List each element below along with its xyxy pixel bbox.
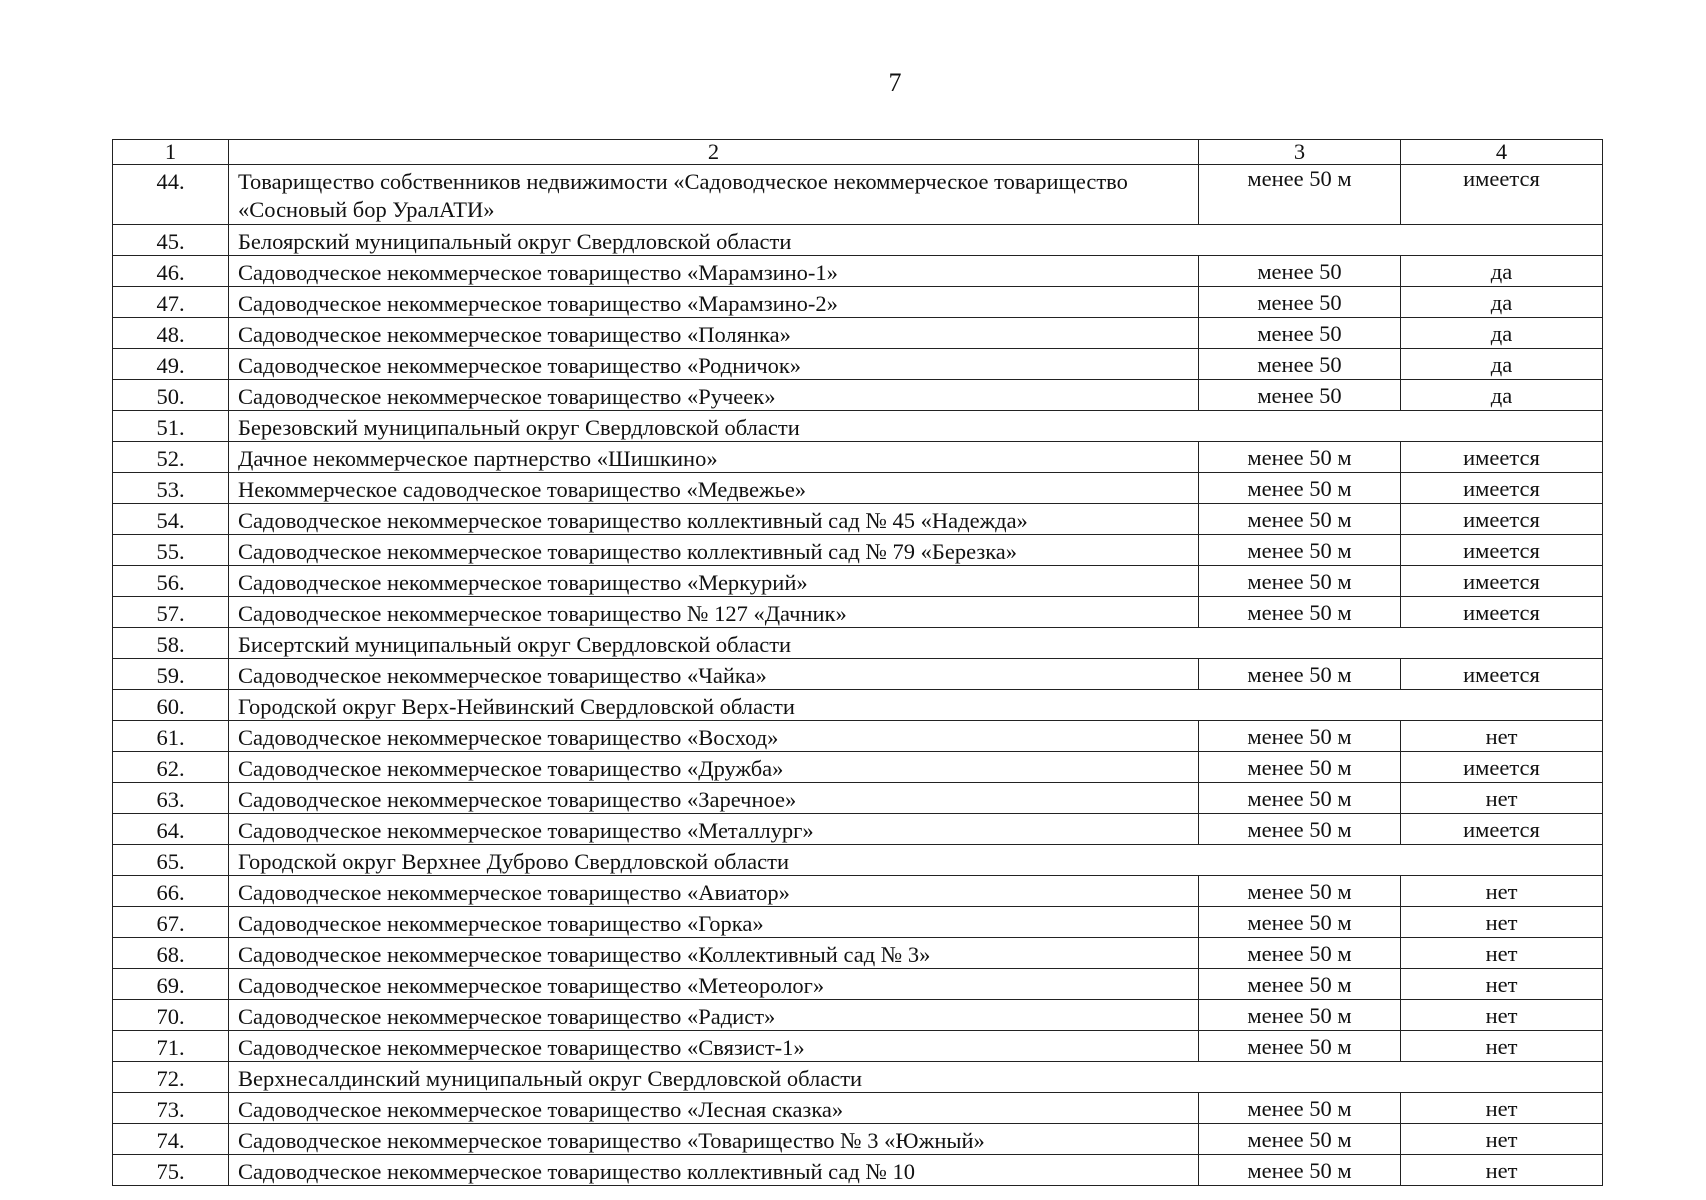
organization-name: Садоводческое некоммерческое товарищество «Металлург»: [229, 814, 1199, 845]
row-number: 61.: [113, 721, 229, 752]
header-cell-4: 4: [1401, 140, 1603, 165]
table-row: [113, 814, 1603, 845]
table-row: [113, 566, 1603, 597]
section-title: Верхнесалдинский муниципальный округ Свердловской области: [229, 1062, 1603, 1093]
row-number: 48.: [113, 318, 229, 349]
organization-name: Садоводческое некоммерческое товарищество «Чайка»: [229, 659, 1199, 690]
row-number: 74.: [113, 1124, 229, 1155]
header-row: [113, 140, 1603, 165]
row-number: 60.: [113, 690, 229, 721]
table-row: [113, 535, 1603, 566]
distance-cell: менее 50: [1199, 349, 1401, 380]
row-number: 62.: [113, 752, 229, 783]
row-number: 71.: [113, 1031, 229, 1062]
distance-cell: менее 50 м: [1199, 969, 1401, 1000]
row-number: 59.: [113, 659, 229, 690]
availability-cell: нет: [1401, 907, 1603, 938]
distance-cell: менее 50 м: [1199, 504, 1401, 535]
organization-name: Садоводческое некоммерческое товарищество «Марамзино-1»: [229, 256, 1199, 287]
table-row: [113, 287, 1603, 318]
row-number: 63.: [113, 783, 229, 814]
distance-cell: менее 50 м: [1199, 752, 1401, 783]
availability-cell: да: [1401, 256, 1603, 287]
organization-name: Садоводческое некоммерческое товарищество коллективный сад № 79 «Березка»: [229, 535, 1199, 566]
distance-cell: менее 50 м: [1199, 659, 1401, 690]
organization-name: Садоводческое некоммерческое товарищество «Восход»: [229, 721, 1199, 752]
data-table: [112, 139, 1603, 1186]
distance-cell: менее 50 м: [1199, 1000, 1401, 1031]
table-row: [113, 1000, 1603, 1031]
availability-cell: нет: [1401, 1000, 1603, 1031]
row-number: 69.: [113, 969, 229, 1000]
organization-name: Садоводческое некоммерческое товарищество № 127 «Дачник»: [229, 597, 1199, 628]
section-title: Городской округ Верх-Нейвинский Свердловской области: [229, 690, 1603, 721]
distance-cell: менее 50 м: [1199, 1093, 1401, 1124]
availability-cell: имеется: [1401, 473, 1603, 504]
table-body: [113, 140, 1603, 1186]
row-number: 46.: [113, 256, 229, 287]
section-title: Городской округ Верхнее Дуброво Свердловской области: [229, 845, 1603, 876]
distance-cell: менее 50 м: [1199, 876, 1401, 907]
section-row: [113, 1062, 1603, 1093]
table-row: [113, 721, 1603, 752]
row-number: 53.: [113, 473, 229, 504]
distance-cell: менее 50 м: [1199, 1124, 1401, 1155]
table-row: [113, 473, 1603, 504]
organization-name: Некоммерческое садоводческое товарищество «Медвежье»: [229, 473, 1199, 504]
page-number: 7: [888, 68, 902, 97]
availability-cell: имеется: [1401, 597, 1603, 628]
row-number: 55.: [113, 535, 229, 566]
row-number: 65.: [113, 845, 229, 876]
organization-name: Садоводческое некоммерческое товарищество «Коллективный сад № 3»: [229, 938, 1199, 969]
organization-name: Садоводческое некоммерческое товарищество «Связист-1»: [229, 1031, 1199, 1062]
table-row: [113, 597, 1603, 628]
organization-name: Садоводческое некоммерческое товарищество «Заречное»: [229, 783, 1199, 814]
row-number: 45.: [113, 225, 229, 256]
organization-name: Садоводческое некоммерческое товарищество «Марамзино-2»: [229, 287, 1199, 318]
distance-cell: менее 50 м: [1199, 938, 1401, 969]
availability-cell: да: [1401, 380, 1603, 411]
table-row: [113, 1093, 1603, 1124]
row-number: 75.: [113, 1155, 229, 1186]
distance-cell: менее 50 м: [1199, 473, 1401, 504]
organization-name: Дачное некоммерческое партнерство «Шишкино»: [229, 442, 1199, 473]
table-row: [113, 752, 1603, 783]
distance-cell: менее 50 м: [1199, 442, 1401, 473]
table-row: [113, 969, 1603, 1000]
organization-name: Садоводческое некоммерческое товарищество «Полянка»: [229, 318, 1199, 349]
organization-name: Садоводческое некоммерческое товарищество «Горка»: [229, 907, 1199, 938]
table-row: [113, 318, 1603, 349]
availability-cell: имеется: [1401, 535, 1603, 566]
availability-cell: имеется: [1401, 814, 1603, 845]
table-row: [113, 1031, 1603, 1062]
table-row: [113, 659, 1603, 690]
availability-cell: нет: [1401, 1124, 1603, 1155]
distance-cell: менее 50 м: [1199, 535, 1401, 566]
row-number: 66.: [113, 876, 229, 907]
row-number: 72.: [113, 1062, 229, 1093]
row-number: 73.: [113, 1093, 229, 1124]
row-number: 49.: [113, 349, 229, 380]
distance-cell: менее 50 м: [1199, 1155, 1401, 1186]
table-row: [113, 783, 1603, 814]
availability-cell: нет: [1401, 969, 1603, 1000]
availability-cell: имеется: [1401, 566, 1603, 597]
organization-name: Садоводческое некоммерческое товарищество «Лесная сказка»: [229, 1093, 1199, 1124]
distance-cell: менее 50 м: [1199, 907, 1401, 938]
section-row: [113, 225, 1603, 256]
section-row: [113, 628, 1603, 659]
organization-name: Садоводческое некоммерческое товарищество коллективный сад № 45 «Надежда»: [229, 504, 1199, 535]
row-number: 56.: [113, 566, 229, 597]
table-row: [113, 907, 1603, 938]
distance-cell: менее 50 м: [1199, 814, 1401, 845]
row-number: 70.: [113, 1000, 229, 1031]
table-row: [113, 380, 1603, 411]
row-number: 44.: [113, 165, 229, 225]
row-number: 52.: [113, 442, 229, 473]
section-title: Белоярский муниципальный округ Свердловской области: [229, 225, 1603, 256]
table-row: [113, 442, 1603, 473]
distance-cell: менее 50: [1199, 256, 1401, 287]
table-row: [113, 256, 1603, 287]
organization-name: Садоводческое некоммерческое товарищество «Ручеек»: [229, 380, 1199, 411]
distance-cell: менее 50 м: [1199, 165, 1401, 225]
section-row: [113, 845, 1603, 876]
availability-cell: да: [1401, 287, 1603, 318]
distance-cell: менее 50 м: [1199, 721, 1401, 752]
row-number: 68.: [113, 938, 229, 969]
distance-cell: менее 50: [1199, 318, 1401, 349]
availability-cell: имеется: [1401, 442, 1603, 473]
section-title: Березовский муниципальный округ Свердловской области: [229, 411, 1603, 442]
availability-cell: нет: [1401, 1155, 1603, 1186]
header-cell-2: 2: [229, 140, 1199, 165]
header-cell-3: 3: [1199, 140, 1401, 165]
availability-cell: имеется: [1401, 504, 1603, 535]
section-title: Бисертский муниципальный округ Свердловской области: [229, 628, 1603, 659]
table-row: [113, 938, 1603, 969]
availability-cell: нет: [1401, 1093, 1603, 1124]
row-number: 57.: [113, 597, 229, 628]
availability-cell: имеется: [1401, 165, 1603, 225]
distance-cell: менее 50: [1199, 380, 1401, 411]
distance-cell: менее 50 м: [1199, 597, 1401, 628]
table-row: [113, 876, 1603, 907]
organization-name: Садоводческое некоммерческое товарищество «Меркурий»: [229, 566, 1199, 597]
section-row: [113, 690, 1603, 721]
availability-cell: нет: [1401, 783, 1603, 814]
distance-cell: менее 50: [1199, 287, 1401, 318]
organization-name: Садоводческое некоммерческое товарищество «Родничок»: [229, 349, 1199, 380]
availability-cell: да: [1401, 318, 1603, 349]
availability-cell: имеется: [1401, 752, 1603, 783]
organization-name: Садоводческое некоммерческое товарищество «Товарищество № 3 «Южный»: [229, 1124, 1199, 1155]
availability-cell: нет: [1401, 876, 1603, 907]
table-row: [113, 165, 1603, 225]
row-number: 51.: [113, 411, 229, 442]
availability-cell: нет: [1401, 721, 1603, 752]
table-row: [113, 349, 1603, 380]
row-number: 54.: [113, 504, 229, 535]
row-number: 50.: [113, 380, 229, 411]
availability-cell: нет: [1401, 938, 1603, 969]
distance-cell: менее 50 м: [1199, 1031, 1401, 1062]
organization-name: Садоводческое некоммерческое товарищество «Дружба»: [229, 752, 1199, 783]
distance-cell: менее 50 м: [1199, 566, 1401, 597]
organization-name: Садоводческое некоммерческое товарищество «Авиатор»: [229, 876, 1199, 907]
section-row: [113, 411, 1603, 442]
table-row: [113, 1155, 1603, 1186]
row-number: 47.: [113, 287, 229, 318]
availability-cell: да: [1401, 349, 1603, 380]
organization-name: Садоводческое некоммерческое товарищество «Радист»: [229, 1000, 1199, 1031]
organization-name: Товарищество собственников недвижимости «Садоводческое некоммерческое товарищество «Сосновый бор УралАТИ»: [229, 165, 1199, 225]
row-number: 58.: [113, 628, 229, 659]
organization-name: Садоводческое некоммерческое товарищество коллективный сад № 10: [229, 1155, 1199, 1186]
availability-cell: имеется: [1401, 659, 1603, 690]
header-cell-1: 1: [113, 140, 229, 165]
table-row: [113, 1124, 1603, 1155]
availability-cell: нет: [1401, 1031, 1603, 1062]
distance-cell: менее 50 м: [1199, 783, 1401, 814]
organization-name: Садоводческое некоммерческое товарищество «Метеоролог»: [229, 969, 1199, 1000]
row-number: 64.: [113, 814, 229, 845]
table-row: [113, 504, 1603, 535]
row-number: 67.: [113, 907, 229, 938]
